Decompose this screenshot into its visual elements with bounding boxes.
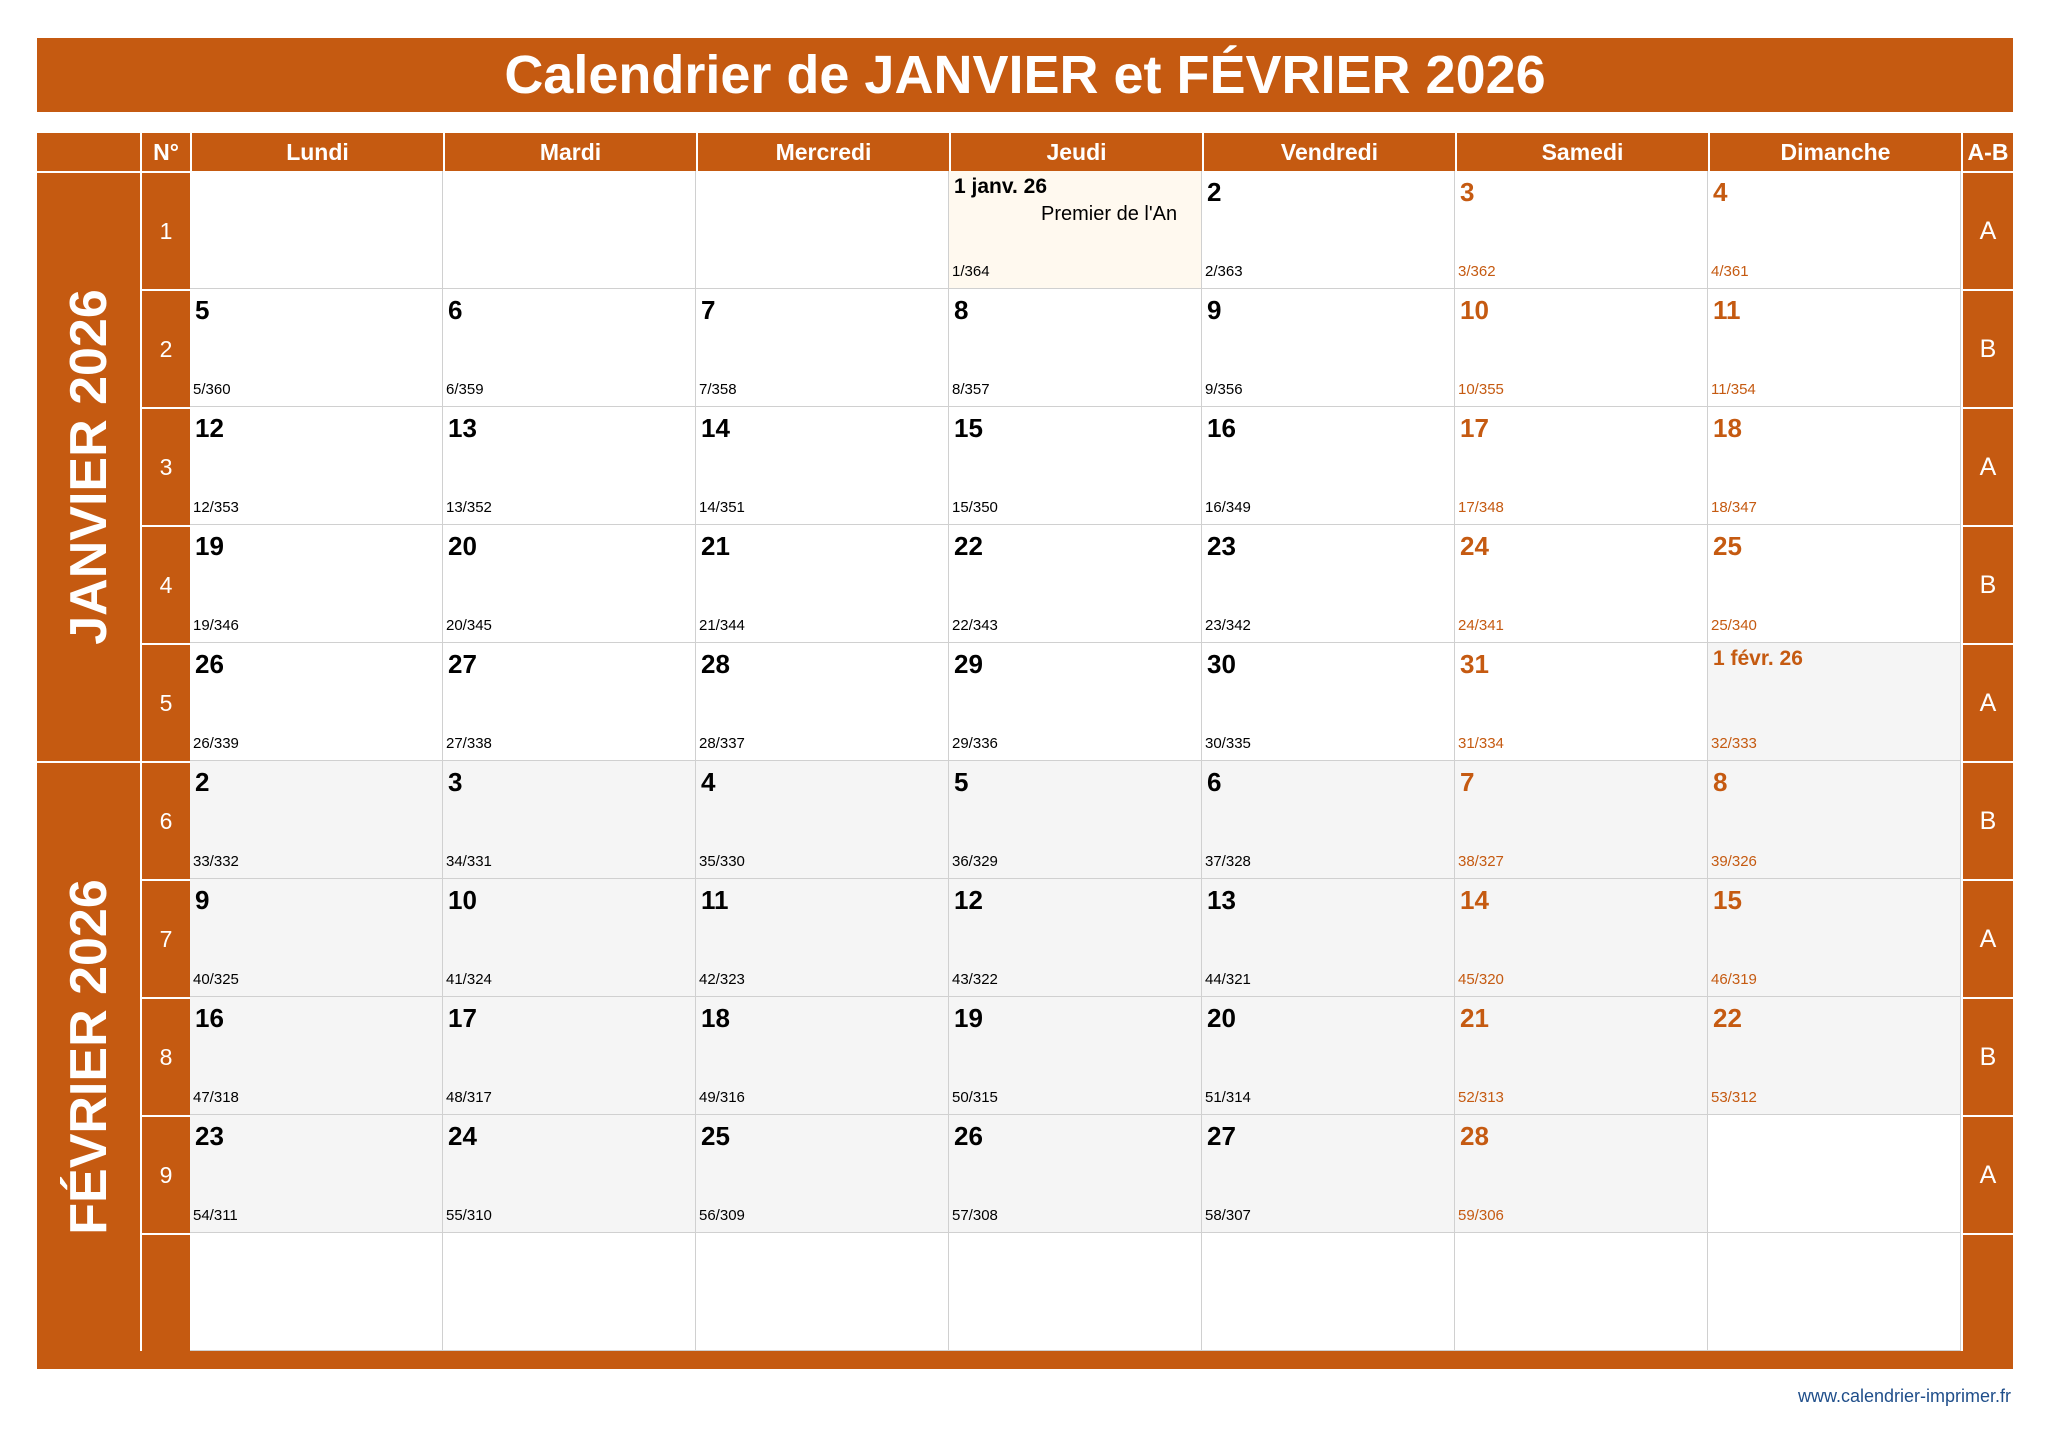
day-number: 5: [954, 767, 969, 797]
header-mercredi: Mercredi: [696, 133, 949, 171]
day-of-year-counter: 29/336: [952, 735, 998, 752]
day-of-year-counter: 12/353: [193, 499, 239, 516]
day-number: 14: [701, 413, 730, 443]
day-cell[interactable]: [443, 761, 696, 879]
day-number: 31: [1460, 649, 1489, 679]
day-number: 14: [1460, 885, 1489, 915]
month-label-february-text: FÉVRIER 2026: [59, 879, 118, 1235]
day-number: 8: [1713, 767, 1728, 797]
day-cell[interactable]: [190, 879, 443, 997]
day-cell[interactable]: [190, 407, 443, 525]
day-cell[interactable]: [1202, 1115, 1455, 1233]
day-cell[interactable]: [1708, 171, 1961, 289]
day-cell: [696, 171, 949, 289]
header-jeudi: Jeudi: [949, 133, 1202, 171]
day-cell[interactable]: [696, 761, 949, 879]
day-of-year-counter: 15/350: [952, 499, 998, 516]
day-of-year-counter: 55/310: [446, 1207, 492, 1224]
day-cell[interactable]: [1708, 761, 1961, 879]
day-cell: [443, 171, 696, 289]
day-cell[interactable]: [696, 643, 949, 761]
day-number: 7: [701, 295, 716, 325]
day-cell[interactable]: [190, 289, 443, 407]
day-of-year-counter: 17/348: [1458, 499, 1504, 516]
day-cell: [1708, 1115, 1961, 1233]
day-number: 16: [1207, 413, 1236, 443]
day-cell: [1202, 1233, 1455, 1351]
day-of-year-counter: 28/337: [699, 735, 745, 752]
day-cell: [949, 1233, 1202, 1351]
day-cell[interactable]: [443, 643, 696, 761]
day-number: 2: [195, 767, 210, 797]
day-of-year-counter: 50/315: [952, 1089, 998, 1106]
month-label-january: [37, 171, 140, 761]
day-number: 23: [1207, 531, 1236, 561]
day-cell[interactable]: [1455, 879, 1708, 997]
day-number: 26: [954, 1121, 983, 1151]
month-label-february: [37, 761, 140, 1351]
week-ab-label: B: [1961, 289, 2013, 407]
day-cell[interactable]: [1202, 761, 1455, 879]
week-ab-label: A: [1961, 879, 2013, 997]
day-number: 3: [1460, 177, 1475, 207]
day-of-year-counter: 53/312: [1711, 1089, 1757, 1106]
day-number: 21: [1460, 1003, 1489, 1033]
day-number: 28: [1460, 1121, 1489, 1151]
day-of-year-counter: 41/324: [446, 971, 492, 988]
holiday-label: Premier de l'An: [1041, 203, 1178, 225]
day-cell[interactable]: [1455, 1115, 1708, 1233]
day-number: 17: [1460, 413, 1489, 443]
day-of-year-counter: 35/330: [699, 853, 745, 870]
day-of-year-counter: 48/317: [446, 1089, 492, 1106]
day-number: 20: [1207, 1003, 1236, 1033]
day-cell: [696, 1233, 949, 1351]
calendar-grid: [37, 133, 2013, 1369]
header-mardi: Mardi: [443, 133, 696, 171]
day-of-year-counter: 8/357: [952, 381, 990, 398]
week-number: 8: [140, 997, 190, 1115]
day-of-year-counter: 46/319: [1711, 971, 1757, 988]
day-of-year-counter: 33/332: [193, 853, 239, 870]
corner-cell: [37, 133, 140, 171]
day-cell[interactable]: [949, 289, 1202, 407]
day-number: 17: [448, 1003, 477, 1033]
day-of-year-counter: 23/342: [1205, 617, 1251, 634]
day-cell[interactable]: [443, 289, 696, 407]
day-of-year-counter: 30/335: [1205, 735, 1251, 752]
day-cell: [443, 1233, 696, 1351]
day-of-year-counter: 57/308: [952, 1207, 998, 1224]
week-number: 5: [140, 643, 190, 761]
day-of-year-counter: 19/346: [193, 617, 239, 634]
week-number: 6: [140, 761, 190, 879]
day-number: 1 janv. 26: [954, 175, 1048, 198]
day-number: 2: [1207, 177, 1222, 207]
week-ab-label: [1961, 1233, 2013, 1351]
day-of-year-counter: 14/351: [699, 499, 745, 516]
ab-header: A-B: [1961, 133, 2013, 171]
day-cell[interactable]: [1708, 525, 1961, 643]
day-cell[interactable]: [696, 525, 949, 643]
day-of-year-counter: 13/352: [446, 499, 492, 516]
footer-link[interactable]: www.calendrier-imprimer.fr: [1797, 1386, 2011, 1406]
day-number: 16: [195, 1003, 224, 1033]
week-ab-label: A: [1961, 1115, 2013, 1233]
day-cell[interactable]: [190, 1115, 443, 1233]
day-of-year-counter: 49/316: [699, 1089, 745, 1106]
day-number: 12: [954, 885, 983, 915]
day-cell: [1455, 1233, 1708, 1351]
day-of-year-counter: 36/329: [952, 853, 998, 870]
week-ab-label: B: [1961, 997, 2013, 1115]
day-cell[interactable]: [1455, 525, 1708, 643]
day-number: 29: [954, 649, 983, 679]
header-dimanche: Dimanche: [1708, 133, 1961, 171]
day-number: 25: [701, 1121, 730, 1151]
day-cell[interactable]: [1455, 761, 1708, 879]
day-cell[interactable]: [1202, 289, 1455, 407]
day-of-year-counter: 24/341: [1458, 617, 1504, 634]
day-of-year-counter: 32/333: [1711, 735, 1757, 752]
day-of-year-counter: 11/354: [1711, 381, 1756, 398]
day-cell[interactable]: [696, 997, 949, 1115]
day-of-year-counter: 26/339: [193, 735, 239, 752]
day-number: 6: [448, 295, 463, 325]
day-number: 1 févr. 26: [1713, 647, 1803, 670]
day-cell[interactable]: [696, 407, 949, 525]
day-cell[interactable]: [949, 643, 1202, 761]
day-of-year-counter: 21/344: [699, 617, 745, 634]
day-number: 15: [1713, 885, 1742, 915]
day-of-year-counter: 56/309: [699, 1207, 745, 1224]
week-number: 9: [140, 1115, 190, 1233]
day-cell[interactable]: [1202, 407, 1455, 525]
day-number: 22: [1713, 1003, 1742, 1033]
day-of-year-counter: 22/343: [952, 617, 998, 634]
day-number: 23: [195, 1121, 224, 1151]
day-cell[interactable]: [1202, 879, 1455, 997]
day-number: 28: [701, 649, 730, 679]
day-number: 11: [1713, 295, 1741, 325]
day-number: 7: [1460, 767, 1475, 797]
day-cell[interactable]: [190, 761, 443, 879]
day-of-year-counter: 18/347: [1711, 499, 1757, 516]
day-cell: [190, 1233, 443, 1351]
week-number: 1: [140, 171, 190, 289]
day-number: 26: [195, 649, 224, 679]
day-number: 10: [448, 885, 477, 915]
day-number: 27: [1207, 1121, 1236, 1151]
day-cell[interactable]: [443, 997, 696, 1115]
day-number: 5: [195, 295, 210, 325]
day-number: 9: [195, 885, 210, 915]
header-vendredi: Vendredi: [1202, 133, 1455, 171]
page-title: Calendrier de JANVIER et FÉVRIER 2026: [37, 38, 2013, 112]
week-number: [140, 1233, 190, 1351]
day-number: 20: [448, 531, 477, 561]
day-of-year-counter: 54/311: [193, 1207, 238, 1224]
day-number: 12: [195, 413, 224, 443]
day-of-year-counter: 52/313: [1458, 1089, 1504, 1106]
day-number: 4: [701, 767, 716, 797]
day-cell[interactable]: [1202, 997, 1455, 1115]
day-cell[interactable]: [1455, 643, 1708, 761]
day-of-year-counter: 5/360: [193, 381, 231, 398]
day-of-year-counter: 37/328: [1205, 853, 1251, 870]
day-of-year-counter: 58/307: [1205, 1207, 1251, 1224]
day-of-year-counter: 40/325: [193, 971, 239, 988]
day-of-year-counter: 39/326: [1711, 853, 1757, 870]
day-of-year-counter: 38/327: [1458, 853, 1504, 870]
week-ab-label: B: [1961, 525, 2013, 643]
day-cell[interactable]: [1455, 997, 1708, 1115]
day-of-year-counter: 2/363: [1205, 263, 1243, 280]
day-cell[interactable]: [443, 1115, 696, 1233]
day-cell[interactable]: [1708, 407, 1961, 525]
day-cell[interactable]: [949, 997, 1202, 1115]
day-cell[interactable]: [1202, 171, 1455, 289]
day-of-year-counter: 20/345: [446, 617, 492, 634]
day-cell[interactable]: [949, 879, 1202, 997]
day-cell[interactable]: [190, 997, 443, 1115]
day-number: 18: [701, 1003, 730, 1033]
day-cell[interactable]: [1455, 171, 1708, 289]
day-cell[interactable]: [949, 171, 1202, 289]
day-cell[interactable]: [190, 643, 443, 761]
day-number: 22: [954, 531, 983, 561]
day-of-year-counter: 27/338: [446, 735, 492, 752]
day-of-year-counter: 45/320: [1458, 971, 1504, 988]
day-of-year-counter: 44/321: [1205, 971, 1251, 988]
day-number: 19: [195, 531, 224, 561]
week-ab-label: A: [1961, 171, 2013, 289]
day-cell[interactable]: [696, 1115, 949, 1233]
day-of-year-counter: 47/318: [193, 1089, 239, 1106]
day-of-year-counter: 16/349: [1205, 499, 1251, 516]
day-cell[interactable]: [1202, 525, 1455, 643]
week-ab-label: A: [1961, 643, 2013, 761]
day-number: 10: [1460, 295, 1489, 325]
day-of-year-counter: 51/314: [1205, 1089, 1251, 1106]
day-of-year-counter: 1/364: [952, 263, 990, 280]
day-number: 18: [1713, 413, 1742, 443]
day-number: 13: [448, 413, 477, 443]
day-cell[interactable]: [443, 525, 696, 643]
week-ab-label: B: [1961, 761, 2013, 879]
day-cell[interactable]: [190, 525, 443, 643]
day-number: 15: [954, 413, 983, 443]
month-label-january-text: JANVIER 2026: [59, 289, 118, 645]
week-number-header: N°: [140, 133, 190, 171]
day-cell[interactable]: [1708, 643, 1961, 761]
day-number: 19: [954, 1003, 983, 1033]
day-cell[interactable]: [1708, 879, 1961, 997]
day-cell[interactable]: [949, 761, 1202, 879]
day-cell[interactable]: [696, 289, 949, 407]
day-cell[interactable]: [949, 407, 1202, 525]
week-ab-label: A: [1961, 407, 2013, 525]
week-number: 4: [140, 525, 190, 643]
day-number: 24: [1460, 531, 1489, 561]
day-number: 27: [448, 649, 477, 679]
day-number: 25: [1713, 531, 1742, 561]
day-cell[interactable]: [443, 407, 696, 525]
header-lundi: Lundi: [190, 133, 443, 171]
day-of-year-counter: 3/362: [1458, 263, 1496, 280]
day-cell[interactable]: [443, 879, 696, 997]
day-of-year-counter: 6/359: [446, 381, 484, 398]
header-samedi: Samedi: [1455, 133, 1708, 171]
bottom-band: [37, 1351, 2013, 1369]
day-cell: [1708, 1233, 1961, 1351]
day-of-year-counter: 43/322: [952, 971, 998, 988]
day-cell[interactable]: [1708, 289, 1961, 407]
day-of-year-counter: 7/358: [699, 381, 737, 398]
day-number: 4: [1713, 177, 1728, 207]
day-number: 24: [448, 1121, 477, 1151]
week-number: 2: [140, 289, 190, 407]
day-of-year-counter: 25/340: [1711, 617, 1757, 634]
day-number: 30: [1207, 649, 1236, 679]
day-cell[interactable]: [1455, 407, 1708, 525]
day-cell[interactable]: [696, 879, 949, 997]
day-of-year-counter: 4/361: [1711, 263, 1749, 280]
day-of-year-counter: 31/334: [1458, 735, 1504, 752]
day-cell[interactable]: [1455, 289, 1708, 407]
day-of-year-counter: 9/356: [1205, 381, 1243, 398]
day-of-year-counter: 42/323: [699, 971, 745, 988]
day-number: 3: [448, 767, 463, 797]
day-cell[interactable]: [1708, 997, 1961, 1115]
day-cell[interactable]: [949, 525, 1202, 643]
day-cell: [190, 171, 443, 289]
day-number: 13: [1207, 885, 1236, 915]
day-number: 8: [954, 295, 969, 325]
day-number: 9: [1207, 295, 1222, 325]
day-of-year-counter: 10/355: [1458, 381, 1504, 398]
day-cell[interactable]: [949, 1115, 1202, 1233]
day-number: 21: [701, 531, 730, 561]
day-number: 6: [1207, 767, 1222, 797]
day-cell[interactable]: [1202, 643, 1455, 761]
day-number: 11: [701, 885, 729, 915]
week-number: 7: [140, 879, 190, 997]
day-of-year-counter: 59/306: [1458, 1207, 1504, 1224]
day-of-year-counter: 34/331: [446, 853, 492, 870]
week-number: 3: [140, 407, 190, 525]
